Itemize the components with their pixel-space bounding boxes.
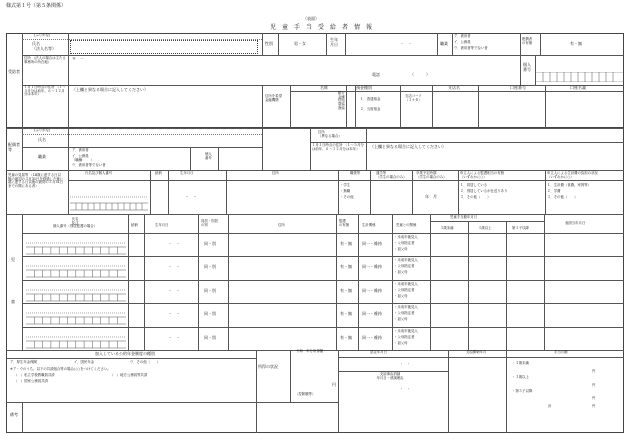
personal-no-label: 個人 番号 — [523, 62, 531, 72]
pension-option-2[interactable]: イ．国民年金 — [74, 360, 95, 364]
form-label: 様式第１号（第５条関係） — [6, 3, 67, 9]
branch-code: 支店コード （３ケタ） — [405, 94, 422, 102]
cp-care-3[interactable]: ３．その他（ ） — [460, 195, 491, 199]
cm-name-grid[interactable] — [26, 282, 126, 302]
cm-header-third: 第３子以降 — [512, 226, 529, 230]
amount-under3: ・３歳未満 — [512, 361, 529, 365]
spouse-value[interactable]: 有・無 — [570, 41, 582, 46]
decision-value[interactable]: ・ ・ — [400, 362, 411, 366]
cm-relation-2[interactable]: ・父母指定者 — [394, 241, 415, 245]
amount-yen-3: 円 — [592, 396, 596, 400]
cm-header-cohab: 同居・別居 の別 — [201, 219, 218, 227]
income-status-label: 所得の状況 — [258, 364, 278, 369]
gender-label: 性別 — [265, 41, 273, 46]
cm-header-amount-date: 児童手当額年月日 — [450, 215, 478, 219]
cm-relation-1[interactable]: ・未成年後見人 — [394, 305, 418, 310]
spouse-job-2[interactable]: イ．公務員 （職種： ） — [72, 154, 95, 162]
applicant-furigana-label: (ふりがな) — [34, 33, 51, 37]
kyosai-option-1[interactable]: （ ）私立学校教職員共済 — [14, 373, 55, 377]
branch-header: 支店名 — [448, 85, 460, 90]
kyosai-option-2[interactable]: （ ）地方公務員等共済 — [110, 373, 148, 377]
cm-birth-value[interactable]: ・ ・ — [168, 334, 180, 340]
pension-note: ※ア・ウのうち、以下の共済組合等の場合に○をつけてください。 — [10, 367, 111, 371]
cp-header-name: 氏名及び個人番号 — [85, 171, 113, 175]
spouse-jan1-label: １月１日時点の住所 （１～５月分は前年、６～１２月分は本年） — [312, 143, 364, 151]
category-option-2[interactable]: イ．公務員 — [454, 40, 471, 44]
cm-life-value[interactable]: 同一・維持 — [362, 334, 382, 340]
deposit-type-header: 預金種別 — [356, 85, 372, 90]
cm-relation-1[interactable]: ・未成年後見人 — [394, 328, 418, 333]
account-no-header: 口座番号 — [510, 85, 526, 90]
spouse-name-label: 氏名 — [38, 137, 46, 142]
cm-cohab-value[interactable]: 同・別 — [204, 311, 216, 317]
spouse-job-label: 職業 — [38, 154, 46, 159]
spouse-job-3[interactable]: ウ．被用者等でない者 — [72, 163, 106, 167]
postal-prefix: 〒 － — [72, 56, 84, 61]
cm-life-value[interactable]: 同一・維持 — [362, 264, 382, 270]
cm-header-relationship: 児童との関係 — [396, 223, 417, 227]
amount-yen-1: 円 — [592, 369, 596, 373]
cp-grad-value[interactable]: 年 月 — [425, 194, 437, 199]
cm-relation-1[interactable]: ・未成年後見人 — [394, 281, 418, 286]
cm-care-value[interactable]: 有・無 — [340, 264, 352, 270]
amount-third: ・第３子以降 — [512, 389, 533, 393]
cm-relation-1[interactable]: ・未成年後見人 — [394, 235, 418, 239]
cm-header-address: 住所 — [278, 223, 285, 227]
cm-care-value[interactable]: 有・無 — [340, 241, 352, 246]
amount-yen-4: 円 — [592, 404, 596, 408]
cm-relation-3[interactable]: ・祖父母 — [394, 317, 408, 322]
cm-life-value[interactable]: 同一・維持 — [362, 311, 382, 317]
cm-cohab-value[interactable]: 同・別 — [204, 334, 216, 340]
cm-relation-3[interactable]: ・祖父母 — [394, 247, 408, 251]
cm-header-over3: ３歳以上 — [478, 226, 492, 230]
income-year: 令和 年分所得額 — [296, 349, 324, 353]
cm-cohab-value[interactable]: 同・別 — [204, 264, 216, 270]
cm-relation-2[interactable]: ・父母指定者 — [394, 334, 415, 339]
category-option-1[interactable]: ア．被用者 — [454, 34, 471, 38]
applicant-section-label: 受給者 — [8, 69, 20, 74]
cm-cohab-value[interactable]: 同・別 — [204, 287, 216, 293]
applicant-name-field[interactable] — [70, 40, 258, 54]
cm-relation-3[interactable]: ・祖父母 — [394, 340, 408, 345]
spouse-personal-no-label: 個人 番号 — [205, 152, 212, 160]
amount-total: 計 — [548, 404, 552, 408]
category-option-3[interactable]: ウ．被用者等でない者 — [454, 46, 488, 50]
cm-header-face-date: 表面当年月日 — [565, 221, 586, 225]
cm-name-grid[interactable] — [26, 258, 126, 278]
cp-header-address: 住所 — [272, 171, 279, 175]
spouse-label: 配偶者 の有無 — [522, 37, 533, 45]
cm-birth-value[interactable]: ・ ・ — [168, 287, 180, 293]
reason-value[interactable]: ・ ・ — [400, 387, 411, 391]
cp-care-2[interactable]: ２．別居しているが仕送りあり — [460, 189, 508, 193]
cp-care-1[interactable]: １．同居している — [460, 183, 488, 187]
cm-header-relation: 続柄 — [131, 223, 138, 227]
cp-header-grad: 卒業予定時期 （学生の場合のみ） — [416, 171, 447, 179]
cm-header-under3: ３歳未満 — [440, 226, 454, 230]
amount-yen-2: 円 — [592, 383, 596, 387]
phone-label: 電話 — [372, 72, 380, 77]
pension-type-label: 加入している公的年金制度の種別 — [95, 351, 155, 356]
cp-header-birth: 生年月日 — [180, 171, 194, 175]
cp-burden-3[interactable]: ３．その他（ ） — [547, 195, 578, 199]
children-paid-label: 児童の見届等 （18歳に達する日以後の最初の３月31日を経過した後に超に達する日以後の最初の３月31日までの間にある者） — [8, 173, 64, 189]
cp-header-burden: 申立人による生計費の負担の状況 （いずれかに○） — [547, 171, 598, 179]
cm-life-value[interactable]: 同一・維持 — [362, 287, 382, 293]
cm-header-birth: 生年月日 — [155, 223, 169, 227]
spouse-furigana-label: (ふりがな) — [34, 128, 51, 132]
cm-life-value[interactable]: 同一・維持 — [362, 241, 382, 246]
phone-paren[interactable]: （ ） — [410, 72, 430, 77]
bank-label: 住所を希望 金融機関 — [265, 94, 282, 102]
cm-birth-value[interactable]: ・ ・ — [168, 311, 180, 317]
gender-options[interactable]: 男・女 — [294, 41, 306, 46]
pension-option-1[interactable]: ア．厚生年金保険 — [10, 360, 37, 364]
front-label: （表面） — [303, 16, 319, 21]
amount-over3: ・３歳以上 — [512, 375, 529, 379]
cm-relation-3[interactable]: ・祖父母 — [394, 293, 408, 298]
pension-option-3[interactable]: ウ．その他（ ） — [130, 360, 161, 364]
spouse-jan1-note: （上欄と異なる場合に記入してください） — [370, 144, 446, 149]
income-yen: 円 — [332, 382, 336, 387]
cp-occ-3[interactable]: ・その他 — [340, 195, 354, 199]
decision-label: 認定年月日 — [370, 350, 387, 354]
spouse-address-label: 住所 （異なる場合） — [318, 130, 342, 138]
cm-name-grid[interactable] — [26, 235, 126, 255]
cm-header-care: 監護 の有無 — [339, 219, 350, 227]
birth-value[interactable]: ・ ・ — [400, 41, 412, 46]
cp-birth-value[interactable]: ・ ・ — [185, 194, 197, 199]
cm-care-value[interactable]: 有・無 — [340, 334, 352, 340]
children-label-1: 児 — [11, 257, 15, 262]
cm-relation-2[interactable]: ・父母指定者 — [394, 311, 415, 316]
category-label: 職業 — [440, 41, 448, 46]
cm-cohab-value[interactable]: 同・別 — [204, 241, 216, 246]
cm-name-grid[interactable] — [26, 329, 126, 349]
birth-label: 生年 月日 — [330, 37, 338, 47]
cp-name-grid[interactable] — [70, 183, 148, 211]
cm-care-value[interactable]: 有・無 — [340, 287, 352, 293]
cm-care-value[interactable]: 有・無 — [340, 311, 352, 317]
payment-label: 支給開始年月 — [466, 350, 487, 354]
cp-burden-2[interactable]: ２．学費 — [547, 189, 561, 193]
cm-name-grid[interactable] — [26, 305, 126, 325]
reason-label: 支給事由消滅 年月日・消滅理由 — [376, 372, 404, 380]
cm-relation-1[interactable]: ・未成年後見人 — [394, 258, 418, 263]
cp-header-relation: 続柄 — [155, 171, 162, 175]
deposit-type-2[interactable]: ２．当座預金 — [360, 107, 381, 111]
cm-relation-2[interactable]: ・父母指定者 — [394, 264, 415, 269]
bank-types[interactable]: 銀行 金庫 信組 農協 漁協 — [338, 91, 345, 110]
cm-birth-value[interactable]: ・ ・ — [168, 264, 180, 270]
cp-burden-1[interactable]: １．生計費（食費、家賃等） — [547, 183, 592, 187]
applicant-name-label: 氏名 （法人名等） — [32, 41, 56, 51]
spouse-section-label: 配偶者等 — [8, 142, 20, 152]
address-label: 住所 （法人の場合は主たる事務所の所在地） — [24, 56, 66, 64]
note-label: 備考 — [10, 412, 18, 417]
amount-label: 手当月額 — [554, 350, 568, 354]
holder-header: 口座名義 — [570, 85, 586, 90]
deposit-type-1[interactable]: １．普通預金 — [360, 97, 381, 101]
cm-relation-3[interactable]: ・祖父母 — [394, 270, 408, 275]
jan1-note: （上欄と異なる場合に記入してください） — [72, 87, 148, 92]
cm-header-life: 生計関係 — [362, 223, 376, 227]
jan1-label: １月１日時点の住所 （１～５月分は前年、６～１２月分は本年） — [24, 85, 66, 97]
deduction-label: （控除額等） — [295, 392, 316, 396]
cp-header-occupation: 職業等 — [350, 171, 361, 175]
cm-birth-value[interactable]: ・ ・ — [168, 241, 180, 246]
cp-occ-1[interactable]: ・学生 — [340, 183, 351, 187]
kyosai-option-3[interactable]: （ ）国家公務員共済 — [14, 379, 48, 383]
personal-no-boxes[interactable] — [536, 67, 623, 77]
children-label-2: 童 — [11, 299, 15, 304]
cp-header-school: 通学等 （学生の場合のみ） — [376, 171, 407, 179]
bank-name-header: 名称 — [320, 85, 328, 90]
form-title: 児 童 手 当 受 給 者 情 報 — [270, 24, 373, 31]
cm-header-name: 氏名 及び 個人番号（別居監護の場合） — [52, 217, 98, 229]
cp-header-care: 申立人による監護相当の有無 （いずれかに○） — [460, 171, 505, 179]
spouse-job-1[interactable]: ア．被用者 — [72, 148, 89, 152]
cp-occ-2[interactable]: ・無職 — [340, 189, 351, 193]
cm-relation-2[interactable]: ・父母指定者 — [394, 287, 415, 292]
